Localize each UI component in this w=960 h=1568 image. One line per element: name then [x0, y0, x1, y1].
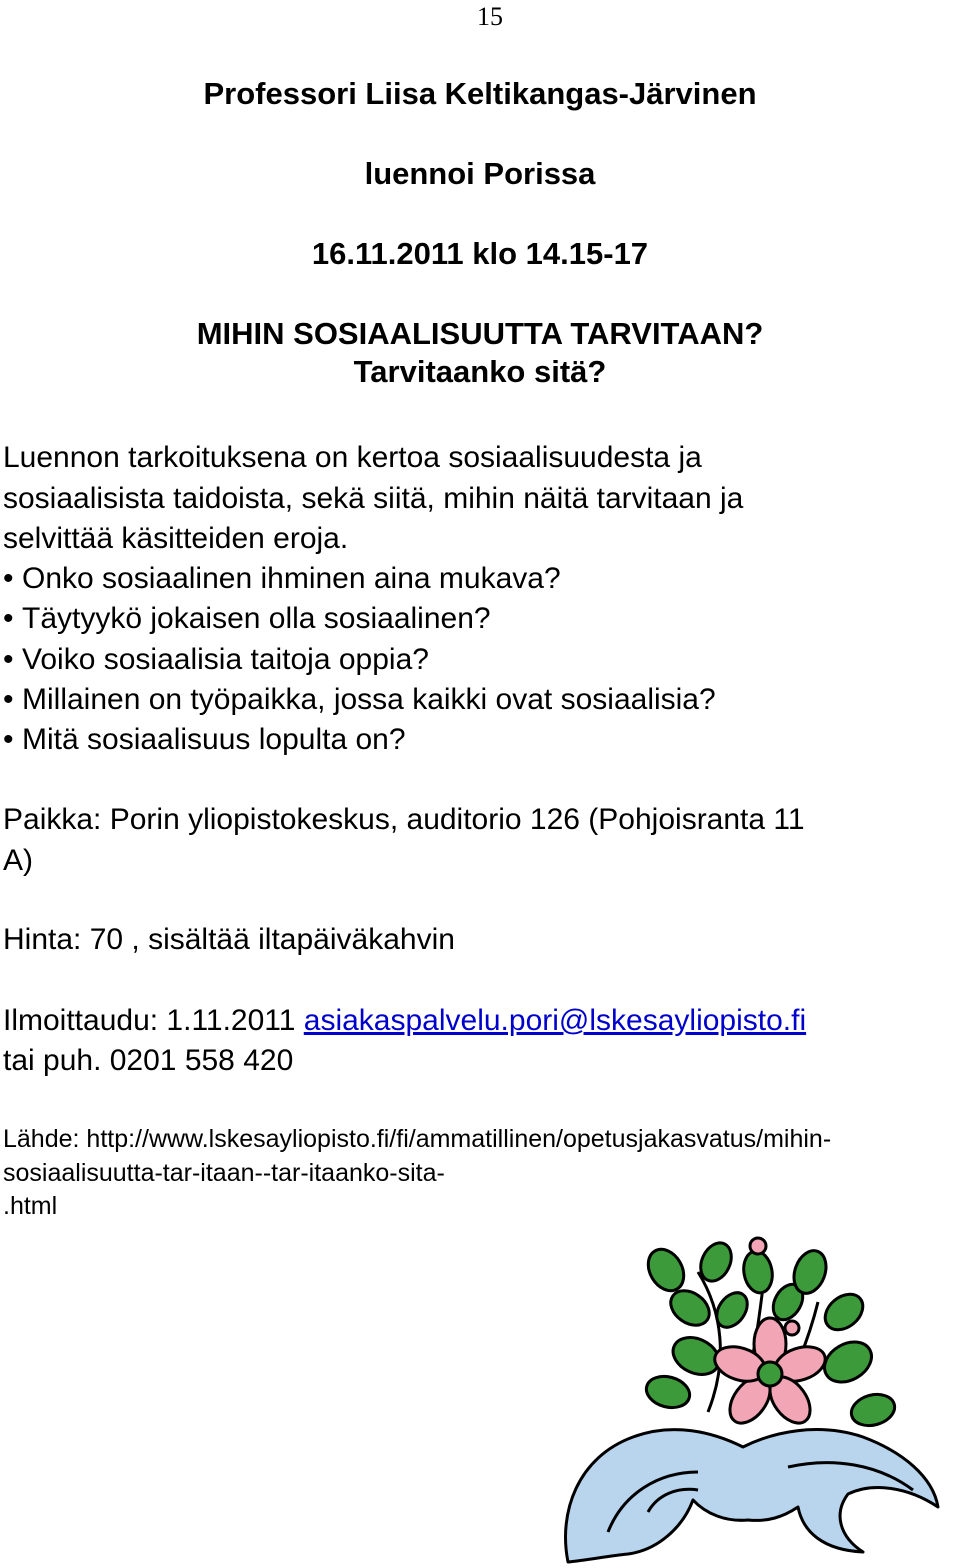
blue-scroll: [566, 1430, 938, 1562]
bullet-icon: •: [3, 562, 14, 595]
bullet-item: [3, 559, 561, 599]
bullet-icon: •: [3, 723, 14, 756]
bullet-text: Voiko sosiaalisia taitoja oppia?: [22, 643, 429, 676]
heading-date: 16.11.2011 klo 14.15-17: [311, 236, 649, 271]
intro-line-2: sosiaalisista taidoista, sekä siitä, mihin näitä tarvitaan ja: [3, 482, 744, 515]
heading-location: luennoi Porissa: [364, 156, 596, 191]
phone-text: tai puh. 0201 558 420: [3, 1044, 294, 1077]
source-line-2: sosiaalisuutta-tar-itaan--tar-itaanko-sita-: [3, 1159, 445, 1187]
bullet-item: [3, 599, 491, 639]
bullet-icon: •: [3, 643, 14, 676]
bullet-item: [3, 680, 716, 720]
email-link[interactable]: asiakaspalvelu.pori@lskesayliopisto.fi: [303, 1004, 807, 1037]
bullet-icon: •: [3, 683, 14, 716]
bullet-text: Täytyykö jokaisen olla sosiaalinen?: [22, 602, 491, 635]
source-line-3: .html: [3, 1192, 58, 1220]
heading-lecturer: Professori Liisa Keltikangas-Järvinen: [203, 76, 757, 111]
bullet-text: Onko sosiaalinen ihminen aina mukava?: [22, 562, 561, 595]
source-line-1: Lähde: http://www.lskesayliopisto.fi/fi/ammatillinen/opetusjakasvatus/mihin-: [3, 1125, 832, 1153]
bullet-item: [3, 640, 429, 680]
price-text: Hinta: 70 , sisältää iltapäiväkahvin: [3, 923, 455, 956]
bullet-text: Mitä sosiaalisuus lopulta on?: [22, 723, 406, 756]
heading-topic: MIHIN SOSIAALISUUTTA TARVITAAN?: [196, 316, 764, 351]
intro-line-1: Luennon tarkoituksena on kertoa sosiaalisuudesta ja: [3, 441, 702, 474]
heading-subtopic: Tarvitaanko sitä?: [353, 354, 607, 389]
intro-line-3: selvittää käsitteiden eroja.: [3, 522, 349, 555]
registration-label: Ilmoittaudu: 1.11.2011: [3, 1004, 304, 1037]
registration-line: [3, 1001, 806, 1041]
bullet-icon: •: [3, 602, 14, 635]
page-number: 15: [477, 2, 503, 31]
flower-ornament-image: [548, 1232, 948, 1567]
bullet-item: [3, 720, 406, 760]
place-line-1: Paikka: Porin yliopistokeskus, auditorio 126 (Pohjoisranta 11: [3, 803, 805, 836]
place-line-2: A): [3, 844, 33, 877]
bullet-text: Millainen on työpaikka, jossa kaikki ovat sosiaalisia?: [22, 683, 716, 716]
